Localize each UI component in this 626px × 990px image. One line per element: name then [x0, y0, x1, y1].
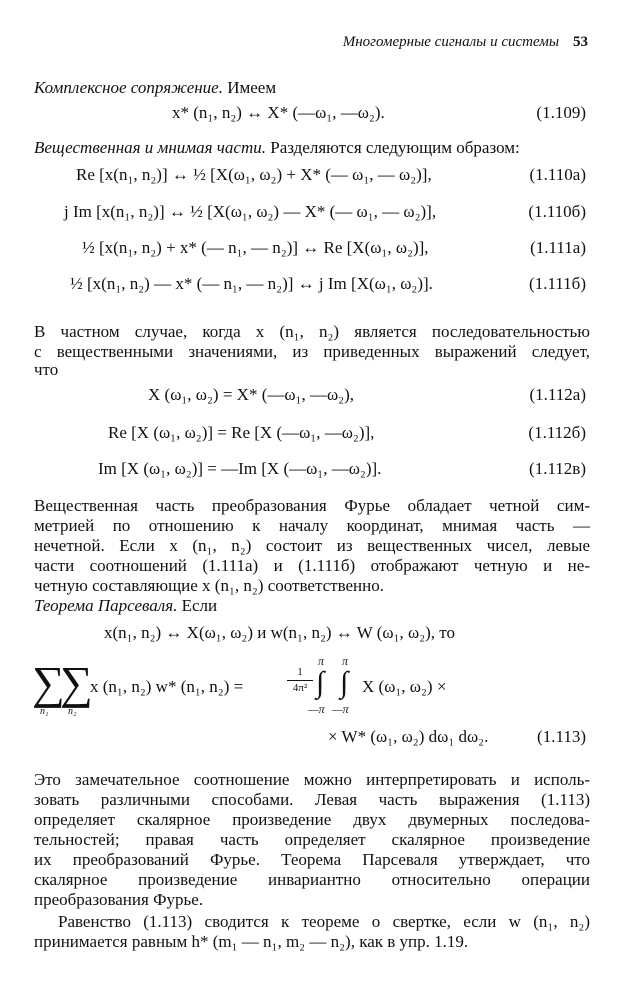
paragraph-line: определяет скалярное произведение двух двумерных последова- — [34, 810, 590, 829]
header-title: Многомерные сигналы и системы — [342, 34, 559, 50]
paragraph-line: преобразования Фурье. — [34, 890, 204, 909]
equation-1-112a: X (ω₁, ω₂) = X* (—ω₁, —ω₂), — [148, 385, 355, 404]
section-text: Имеем — [222, 78, 277, 97]
paragraph-line: с вещественными значениями, из приведенных выражений следует, — [34, 342, 590, 361]
parseval-rhs-2: × W* (ω₁, ω₂) dω₁ dω₂. — [328, 727, 489, 746]
equation-1-110b: j Im [x(n₁, n₂)] ↔ ½ [X(ω₁, ω₂) — X* (— ω₁, — ω₂)], — [64, 202, 437, 221]
equation-number-1-109: (1.109) — [536, 103, 586, 122]
section-parseval — [34, 596, 590, 616]
equation-number-1-112c: (1.112в) — [529, 459, 586, 478]
page-number: 53 — [573, 34, 588, 50]
parseval-rhs-1: X (ω₁, ω₂) × — [362, 677, 447, 696]
paragraph-line: тельностей; правая часть определяет скалярное произведение — [34, 830, 590, 849]
section-label: Вещественная и мнимая части. — [34, 138, 266, 157]
paragraph-line: нечетной. Если x (n₁, n₂) состоит из вещественных чисел, левые — [34, 536, 590, 555]
paragraph-line: что — [34, 360, 59, 379]
section-text: Если — [177, 596, 218, 615]
equation-1-112c: Im [X (ω₁, ω₂)] = —Im [X (—ω₁, —ω₂)]. — [98, 459, 382, 478]
section-complex-conjugation — [34, 78, 590, 98]
equation-1-110a: Re [x(n₁, n₂)] ↔ ½ [X(ω₁, ω₂) + X* (— ω₁, — ω₂)], — [76, 165, 432, 184]
equation-1-109: x* (n₁, n₂) ↔ X* (—ω₁, —ω₂). — [172, 103, 385, 122]
section-text: Разделяются следующим образом: — [266, 138, 520, 157]
paragraph-line: скалярное произведение инвариантно относительно операции — [34, 870, 590, 889]
equation-1-111a: ½ [x(n₁, n₂) + x* (— n₁, — n₂)] ↔ Re [X(ω₁, ω₂)], — [82, 238, 429, 257]
fraction-bar — [287, 680, 313, 681]
equation-number-1-111b: (1.111б) — [529, 274, 586, 293]
integral-sign-2: ∫ — [340, 666, 349, 699]
paragraph-line: зовать различными способами. Левая часть выражения (1.113) — [34, 790, 590, 809]
paragraph-line: Это замечательное соотношение можно интерпретировать и исполь- — [34, 770, 590, 789]
equation-number-1-110b: (1.110б) — [528, 202, 586, 221]
integral-sign-1: ∫ — [316, 666, 325, 699]
equation-number-1-110a: (1.110а) — [529, 165, 586, 184]
paragraph-line: Равенство (1.113) сводится к теореме о свертке, если w (n₁, n₂) — [58, 912, 590, 931]
section-label: Комплексное сопряжение. — [34, 78, 223, 97]
section-label: Теорема Парсеваля. — [34, 596, 178, 615]
paragraph-line: части соотношений (1.111а) и (1.111б) отображают четную и не- — [34, 556, 590, 575]
paragraph-line: их преобразований Фурье. Теорема Парсеваля утверждает, что — [34, 850, 590, 869]
fraction-denominator: 4π² — [292, 682, 308, 694]
equation-number-1-111a: (1.111а) — [530, 238, 586, 257]
equation-number-1-113: (1.113) — [537, 727, 586, 746]
parseval-condition: x(n₁, n₂) ↔ X(ω₁, ω₂) и w(n₁, n₂) ↔ W (ω₁, ω₂), то — [104, 623, 455, 642]
sum-index-2: n₂ — [68, 706, 77, 717]
paragraph-line: четную составляющие x (n₁, n₂) соответственно. — [34, 576, 384, 595]
summation-sign-1: ∑ — [32, 657, 65, 708]
equation-number-1-112b: (1.112б) — [528, 423, 586, 442]
paragraph-line: В частном случае, когда x (n₁, n₂) является последовательностью — [34, 322, 590, 341]
paragraph-line: Вещественная часть преобразования Фурье обладает четной сим- — [34, 496, 590, 515]
equation-1-111b: ½ [x(n₁, n₂) — x* (— n₁, — n₂)] ↔ j Im [X(ω₁, ω₂)]. — [70, 274, 433, 293]
paragraph-line: принимается равным h* (m₁ — n₁, m₂ — n₂), как в упр. 1.19. — [34, 932, 469, 951]
summation-sign-2: ∑ — [60, 657, 93, 708]
equation-1-112b: Re [X (ω₁, ω₂)] = Re [X (—ω₁, —ω₂)], — [108, 423, 375, 442]
integral-upper-limit: π — [342, 654, 349, 668]
integral-lower-limit: —π — [308, 702, 325, 716]
parseval-lhs: x (n₁, n₂) w* (n₁, n₂) = — [90, 677, 244, 696]
equation-number-1-112a: (1.112а) — [529, 385, 586, 404]
paragraph-line: метрией по отношению к началу координат, мнимая часть — — [34, 516, 590, 535]
integral-lower-limit: —π — [332, 702, 349, 716]
running-header — [343, 34, 588, 51]
sum-index-1: n₁ — [40, 706, 49, 717]
fraction-numerator: 1 — [297, 666, 303, 678]
section-real-imag — [34, 138, 590, 158]
integral-upper-limit: π — [318, 654, 325, 668]
